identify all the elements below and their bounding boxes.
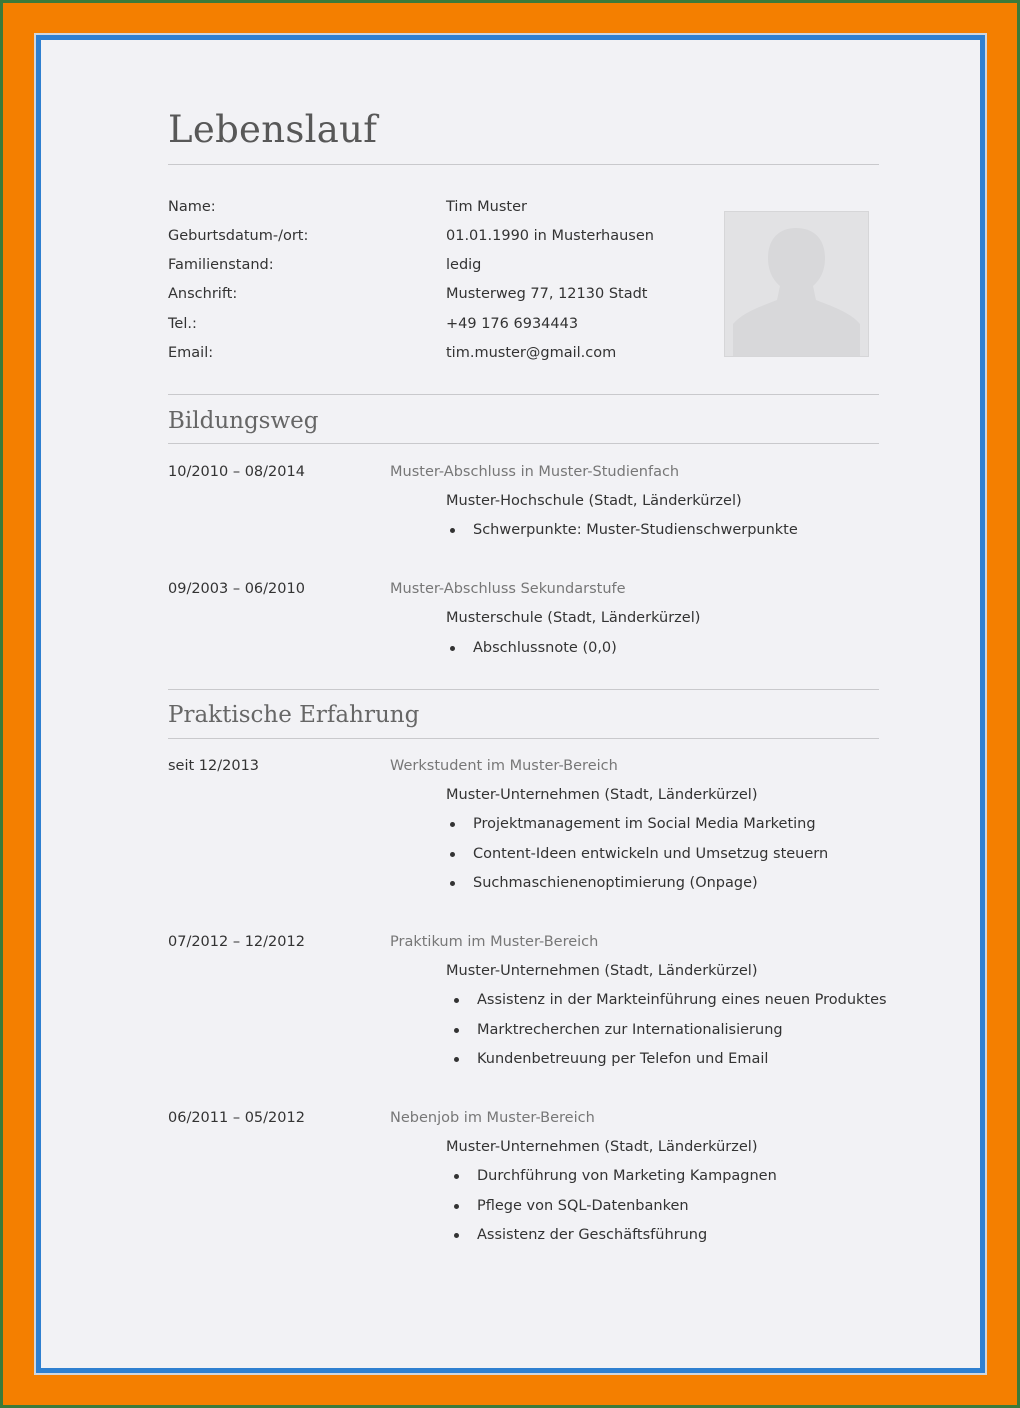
bullet-item (450, 816, 816, 832)
bullet-icon (450, 822, 455, 827)
section-divider-bottom (168, 443, 879, 444)
resume-page (36, 35, 985, 1373)
entry-date: seit 12/2013 (168, 758, 260, 774)
bullet-icon (454, 998, 459, 1003)
value-address: Musterweg 77, 12130 Stadt (446, 286, 648, 302)
entry-date: 06/2011 – 05/2012 (168, 1110, 305, 1126)
bullet-text: Abschlussnote (0,0) (473, 640, 617, 656)
bullet-item (454, 1198, 689, 1214)
value-phone: +49 176 6934443 (446, 316, 579, 332)
bullet-text: Suchmaschienenoptimierung (Onpage) (473, 875, 758, 891)
bullet-icon (454, 1028, 459, 1033)
entry-degree: Muster-Abschluss Sekundarstufe (390, 581, 626, 597)
entry-date: 09/2003 – 06/2010 (168, 581, 305, 597)
bullet-item (454, 1022, 783, 1038)
bullet-item (454, 1051, 768, 1067)
section-title-experience: Praktische Erfahrung (168, 702, 420, 728)
bullet-item (454, 992, 887, 1008)
entry-role: Nebenjob im Muster-Bereich (390, 1110, 595, 1126)
bullet-icon (450, 881, 455, 886)
bullet-icon (450, 852, 455, 857)
entry-degree: Muster-Abschluss in Muster-Studienfach (390, 464, 680, 480)
bullet-item (450, 846, 828, 862)
bullet-item (450, 522, 798, 538)
label-marital: Familienstand: (168, 257, 274, 273)
page-title: Lebenslauf (168, 108, 378, 151)
bullet-text: Projektmanagement im Social Media Marketing (473, 816, 816, 832)
bullet-text: Marktrecherchen zur Internationalisierung (477, 1022, 783, 1038)
value-birth: 01.01.1990 in Musterhausen (446, 228, 654, 244)
bullet-icon (454, 1174, 459, 1179)
bullet-icon (450, 528, 455, 533)
bullet-icon (454, 1204, 459, 1209)
entry-date: 07/2012 – 12/2012 (168, 934, 305, 950)
bullet-item (450, 640, 617, 656)
bullet-text: Assistenz in der Markteinführung eines neuen Produktes (477, 992, 887, 1008)
bullet-icon (450, 646, 455, 651)
entry-institution: Musterschule (Stadt, Länderkürzel) (446, 610, 701, 626)
label-address: Anschrift: (168, 286, 238, 302)
bullet-text: Kundenbetreuung per Telefon und Email (477, 1051, 769, 1067)
title-divider (168, 164, 879, 165)
bullet-text: Durchführung von Marketing Kampagnen (477, 1168, 777, 1184)
bullet-icon (454, 1057, 459, 1062)
label-birth: Geburtsdatum-/ort: (168, 228, 309, 244)
label-name: Name: (168, 199, 216, 215)
entry-role: Praktikum im Muster-Bereich (390, 934, 599, 950)
entry-role: Werkstudent im Muster-Bereich (390, 758, 618, 774)
section-title-education: Bildungsweg (168, 408, 319, 434)
entry-company: Muster-Unternehmen (Stadt, Länderkürzel) (446, 787, 758, 803)
section-divider-top (168, 394, 879, 395)
person-silhouette-icon (725, 212, 868, 356)
bullet-text: Pflege von SQL-Datenbanken (477, 1198, 689, 1214)
section-divider-bottom (168, 738, 879, 739)
bullet-icon (454, 1233, 459, 1238)
entry-company: Muster-Unternehmen (Stadt, Länderkürzel) (446, 963, 758, 979)
section-divider-top (168, 689, 879, 690)
value-marital: ledig (446, 257, 482, 273)
bullet-text: Content-Ideen entwickeln und Umsetzug steuern (473, 846, 829, 862)
label-email: Email: (168, 345, 214, 361)
bullet-item (454, 1168, 777, 1184)
value-email: tim.muster@gmail.com (446, 345, 617, 361)
entry-institution: Muster-Hochschule (Stadt, Länderkürzel) (446, 493, 742, 509)
entry-date: 10/2010 – 08/2014 (168, 464, 305, 480)
bullet-item (450, 875, 758, 891)
value-name: Tim Muster (446, 199, 527, 215)
label-phone: Tel.: (168, 316, 197, 332)
bullet-text: Assistenz der Geschäftsführung (477, 1227, 708, 1243)
entry-company: Muster-Unternehmen (Stadt, Länderkürzel) (446, 1139, 758, 1155)
photo-placeholder (724, 211, 869, 357)
bullet-text: Schwerpunkte: Muster-Studienschwerpunkte (473, 522, 798, 538)
bullet-item (454, 1227, 707, 1243)
